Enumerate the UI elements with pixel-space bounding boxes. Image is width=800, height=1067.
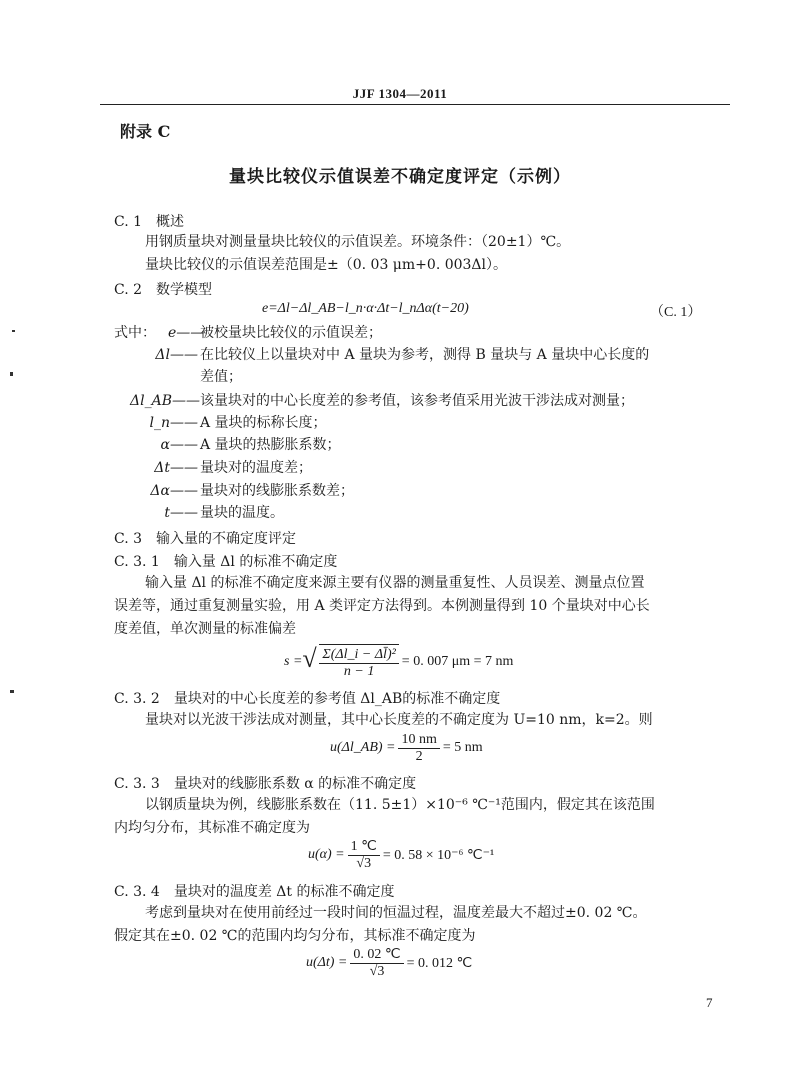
margin-mark [10,690,14,693]
def-symbol: t—— [164,505,198,521]
where-label: 式中： [114,325,156,341]
formula-lhs: u(α) = [308,847,345,862]
c1-paragraph-2: 量块比较仪的示值误差范围是±（0. 03 μm+0. 003Δl）。 [145,257,508,273]
def-symbol: Δl_AB—— [130,393,200,409]
formula-result: = 0. 012 ℃ [406,955,473,971]
u-alpha-formula [308,836,494,874]
u-delta-t-formula [306,944,472,982]
section-c32-heading: C. 3. 2 量块对的中心长度差的参考值 Δl_AB的标准不确定度 [114,691,501,707]
def-text: A 量块的标称长度； [200,415,327,431]
def-symbol: e—— [168,325,205,341]
formula-lhs: u(Δt) = [306,955,348,970]
formula-result: = 0. 58 × 10⁻⁶ ℃⁻¹ [382,847,495,863]
formula-numerator: Σ(Δl_i − Δl̄)² [319,647,398,664]
def-symbol: α—— [160,437,198,453]
def-symbol: Δt—— [154,460,198,476]
margin-mark [12,330,15,332]
section-c1-heading: C. 1 概述 [114,214,185,230]
margin-mark [10,372,13,376]
formula-numerator: 0. 02 ℃ [350,947,403,964]
formula-lhs: s = [284,654,303,669]
equation-number: （C. 1） [650,305,702,320]
c34-line-1: 考虑到量块对在使用前经过一段时间的恒温过程，温度差最大不超过±0. 02 ℃。 [145,905,647,921]
page-title: 量块比较仪示值误差不确定度评定（示例） [229,167,571,187]
formula-denominator: √3 [356,855,372,871]
c33-line-1: 以钢质量块为例，线膨胀系数在（11. 5±1）×10⁻⁶ ℃⁻¹范围内，假定其在该范围 [145,797,655,813]
def-text-continued: 差值； [200,369,242,385]
page-number: 7 [706,995,713,1010]
section-c3-heading: C. 3 输入量的不确定度评定 [114,531,297,547]
def-text: A 量块的热膨胀系数； [200,437,341,453]
model-equation: e=Δl−Δl_AB−l_n·α·Δt−l_nΔα(t−20) [262,301,469,316]
def-text: 该量块对的中心长度差的参考值，该参考值采用光波干涉法成对测量； [200,393,634,409]
formula-result: = 5 nm [442,740,483,755]
def-text: 被校量块比较仪的示值误差； [200,325,382,341]
c32-line-1: 量块对以光波干涉法成对测量，其中心长度差的不确定度为 U=10 nm，k=2。则 [145,712,653,728]
formula-denominator: √3 [369,963,385,979]
c33-line-2: 内均匀分布，其标准不确定度为 [114,820,310,836]
formula-lhs: u(Δl_AB) = [330,740,396,755]
section-c31-heading: C. 3. 1 输入量 Δl 的标准不确定度 [114,554,338,570]
formula-denominator: n − 1 [343,664,375,679]
formula-numerator: 1 ℃ [348,839,380,856]
appendix-label: 附录 C [120,122,171,141]
def-text: 量块对的温度差； [200,460,312,476]
std-deviation-formula [284,642,513,682]
def-symbol: l_n—— [149,415,198,431]
document-header: JJF 1304—2011 [352,86,448,101]
c31-line-3: 度差值，单次测量的标准偏差 [114,621,296,637]
formula-numerator: 10 nm [398,732,439,749]
c31-line-2: 误差等，通过重复测量实验，用 A 类评定方法得到。本例测量得到 10 个量块对中心长 [114,598,650,614]
def-symbol: Δα—— [150,483,198,499]
formula-result: = 0. 007 μm = 7 nm [401,654,514,669]
c1-paragraph-1: 用钢质量块对测量量块比较仪的示值误差。环境条件：（20±1）℃。 [145,234,571,250]
header-rule [100,104,730,105]
section-c34-heading: C. 3. 4 量块对的温度差 Δt 的标准不确定度 [114,884,395,900]
section-c2-heading: C. 2 数学模型 [114,282,213,298]
formula-denominator: 2 [415,748,423,764]
def-text: 量块对的线膨胀系数差； [200,483,354,499]
def-text: 量块的温度。 [200,505,284,521]
radical-sign: √ [302,644,317,673]
c34-line-2: 假定其在±0. 02 ℃的范围内均匀分布，其标准不确定度为 [114,928,476,944]
u-delta-lab-formula [330,730,483,766]
def-symbol: Δl—— [155,347,198,363]
c31-line-1: 输入量 Δl 的标准不确定度来源主要有仪器的测量重复性、人员误差、测量点位置 [145,575,645,591]
section-c33-heading: C. 3. 3 量块对的线膨胀系数 α 的标准不确定度 [114,776,417,792]
sqrt [302,644,401,680]
def-text: 在比较仪上以量块对中 A 量块为参考，测得 B 量块与 A 量块中心长度的 [200,347,650,363]
